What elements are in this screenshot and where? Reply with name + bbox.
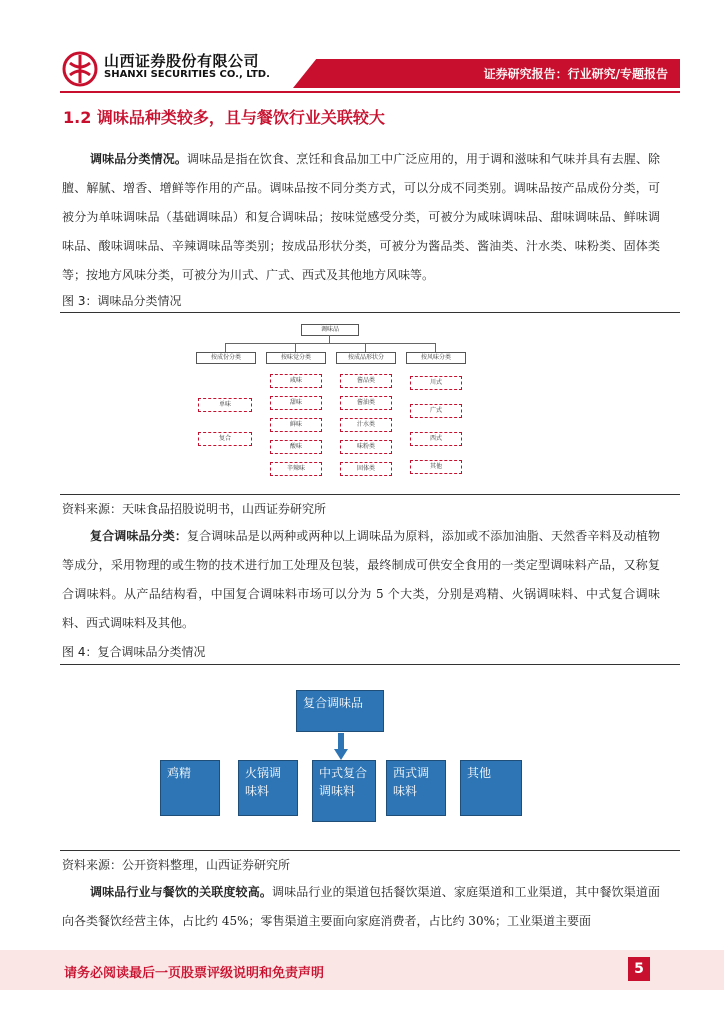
paragraph-lead: 调味品分类情况。	[90, 152, 188, 166]
figure-4-title: 图 4：复合调味品分类情况	[62, 645, 206, 659]
tree-leaf: 酱油类	[340, 396, 392, 410]
tree-connector	[365, 343, 366, 352]
paragraph-body: 调味品是指在饮食、烹饪和食品加工中广泛应用的，用于调和滋味和气味并具有去腥、除膻、解腻、增香、增鲜等作用的产品。调味品按不同分类方式，可以分成不同类别。调味品按产品成份分类，可被分为单味调味品（基础调味品）和复合调味品；按味觉感受分类，可被分为咸味调味品、甜味调味品、鲜味调味品、酸味调味品、辛辣调味品等类别；按成品形状分类，可被分为酱品类、酱油类、汁水类、味粉类、固体类等；按地方风味分类，可被分为川式、广式、西式及其他地方风味等。	[62, 152, 660, 282]
diagram-item-box: 西式调味料	[386, 760, 446, 816]
tree-leaf: 甜味	[270, 396, 322, 410]
paragraph-lead: 调味品行业与餐饮的关联度较高。	[90, 885, 272, 899]
tree-leaf: 固体类	[340, 462, 392, 476]
tree-root: 调味品	[301, 324, 359, 336]
tree-leaf: 鲜味	[270, 418, 322, 432]
tree-category: 按风味分类	[406, 352, 466, 364]
tree-leaf: 酱品类	[340, 374, 392, 388]
tree-category: 按味觉分类	[266, 352, 326, 364]
tree-leaf: 汁水类	[340, 418, 392, 432]
paragraph-classification	[62, 145, 660, 290]
paragraph-compound-seasoning	[62, 522, 660, 638]
tree-connector	[295, 343, 296, 352]
down-arrow-icon	[334, 733, 348, 761]
figure-3-bottom-rule	[60, 494, 680, 495]
figure-3-top-rule	[60, 312, 680, 313]
section-title: 1.2 调味品种类较多，且与餐饮行业关联较大	[63, 108, 385, 127]
figure-4-bottom-rule	[60, 850, 680, 851]
tree-leaf: 复合	[198, 432, 252, 446]
page-number: 5	[628, 957, 650, 981]
tree-category: 按成品形状分	[336, 352, 396, 364]
figure-3-title: 图 3：调味品分类情况	[62, 294, 182, 308]
company-logo-icon	[62, 51, 98, 87]
figure-3-tree	[180, 318, 500, 488]
tree-leaf: 酸味	[270, 440, 322, 454]
paragraph-body: 调味品行业的渠道包括餐饮渠道、家庭渠道和工业渠道，其中餐饮渠道面向各类餐饮经营主体，占比约 45%；零售渠道主要面向家庭消费者，占比约 30%；工业渠道主要面	[62, 885, 660, 928]
figure-4-source: 资料来源：公开资料整理，山西证券研究所	[62, 858, 291, 872]
tree-connector	[225, 343, 226, 352]
paragraph-body: 复合调味品是以两种或两种以上调味品为原料，添加或不添加油脂、天然香辛料及动植物等成分，采用物理的或生物的技术进行加工处理及包装，最终制成可供安全食用的一类定型调味料产品，又称复合调味料。从产品结构看，中国复合调味料市场可以分为 5 个大类，分别是鸡精、火锅调味料、中式复合调味料、西式调味料及其他。	[62, 529, 660, 630]
company-name-en: SHANXI SECURITIES CO., LTD.	[104, 69, 270, 80]
figure-4-top-rule	[60, 664, 680, 665]
company-name-cn: 山西证券股份有限公司	[104, 52, 260, 70]
diagram-item-box: 鸡精	[160, 760, 220, 816]
tree-leaf: 广式	[410, 404, 462, 418]
tree-leaf: 其他	[410, 460, 462, 474]
paragraph-lead: 复合调味品分类：	[90, 529, 188, 543]
diagram-item-box: 其他	[460, 760, 522, 816]
tree-leaf: 川式	[410, 376, 462, 390]
tree-leaf: 辛辣味	[270, 462, 322, 476]
tree-leaf: 西式	[410, 432, 462, 446]
tree-leaf: 味粉类	[340, 440, 392, 454]
diagram-item-box: 火锅调味料	[238, 760, 298, 816]
diagram-root-box: 复合调味品	[296, 690, 384, 732]
tree-leaf: 单味	[198, 398, 252, 412]
tree-connector	[435, 343, 436, 352]
footer-disclaimer: 请务必阅读最后一页股票评级说明和免责声明	[64, 966, 325, 981]
tree-leaf: 咸味	[270, 374, 322, 388]
report-type-label: 证券研究报告：行业研究/专题报告	[483, 67, 668, 81]
diagram-item-box: 中式复合调味料	[312, 760, 376, 822]
tree-category: 按成份分类	[196, 352, 256, 364]
figure-3-source: 资料来源：天味食品招股说明书，山西证券研究所	[62, 502, 327, 516]
tree-connector	[329, 335, 330, 343]
tree-connector	[225, 343, 435, 344]
header-divider	[60, 91, 680, 93]
paragraph-channel-relation	[62, 878, 660, 936]
